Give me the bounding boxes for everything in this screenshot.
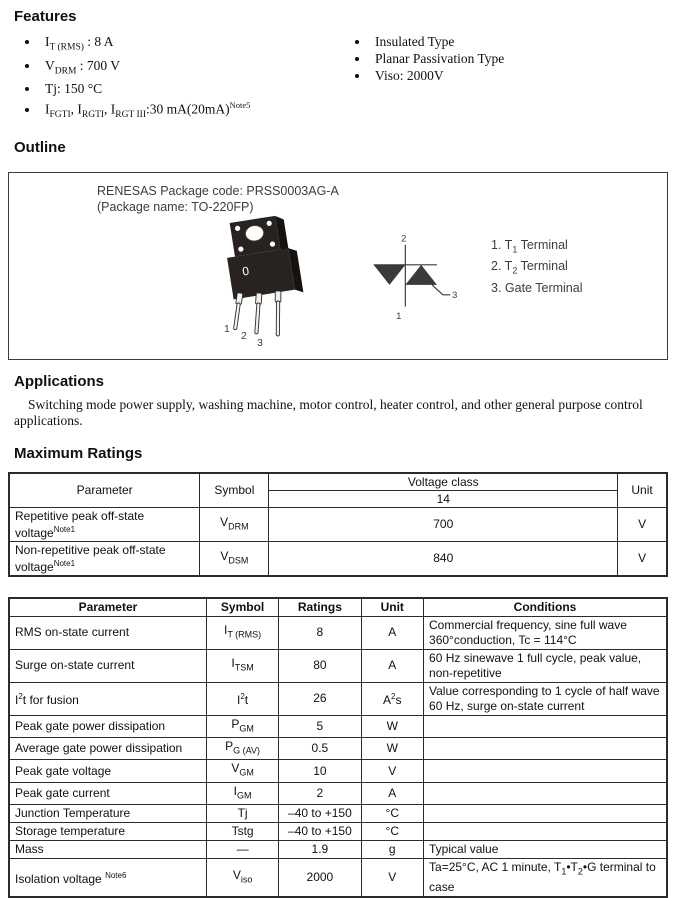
table-cell: –40 to +150: [279, 823, 361, 841]
pin-label-2: 2: [241, 329, 247, 342]
table-cell: 700: [269, 507, 618, 541]
table-cell: Mass: [9, 841, 206, 859]
table-row: [9, 760, 667, 782]
voltage-table-body: [9, 507, 667, 576]
table-cell: Commercial frequency, sine full wave 360°conduction, Tc = 114°C: [424, 616, 667, 649]
table-cell: 10: [279, 760, 361, 782]
table-row: [9, 782, 667, 804]
table-cell: A$^2$s: [361, 682, 424, 715]
table-cell: [424, 737, 667, 759]
table-cell: V: [361, 760, 424, 782]
table-cell: [424, 782, 667, 804]
applications-heading: Applications: [14, 372, 105, 390]
feature-item: • $I_{T (RMS)}$ : 8 A: [40, 33, 348, 57]
table-cell: $V_{DSM}$: [200, 541, 269, 576]
ratings-header-row: [9, 598, 667, 617]
table-cell: [424, 823, 667, 841]
table-cell: $V_{iso}$: [206, 859, 278, 897]
col-header-voltage-class: Voltage class: [269, 473, 618, 491]
table-cell: $V_{GM}$: [206, 760, 278, 782]
legend-item: 3. Gate Terminal: [491, 280, 583, 295]
table-cell: [424, 715, 667, 737]
feature-item: • $I_{FGTI}$, $I_{RGTI}$, $I_{RGT III}:30$ mA(20mA)$^{Note5}$: [40, 97, 348, 124]
ratings-table-body: [9, 616, 667, 896]
package-marking: 0: [241, 263, 251, 279]
table-cell: 26: [279, 682, 361, 715]
table-cell: –40 to +150: [279, 805, 361, 823]
table-row: [9, 507, 667, 541]
pin-label-3: 3: [257, 336, 263, 349]
table-cell: Peak gate voltage: [9, 760, 206, 782]
table-cell: 1.9: [279, 841, 361, 859]
table-cell: $I_{TSM}$: [206, 649, 278, 682]
symbol-gate-line: [432, 284, 450, 294]
table-cell: V: [618, 541, 667, 576]
legend-item: 2. $T_2$ Terminal: [491, 259, 568, 276]
table-cell: V: [361, 859, 424, 897]
feature-item: • Insulated Type: [370, 33, 504, 50]
table-cell: °C: [361, 823, 424, 841]
table-row: [9, 541, 667, 576]
symbol-pin-gate: 3: [452, 289, 457, 301]
features-list-right: [348, 33, 504, 125]
table-cell: Peak gate current: [9, 782, 206, 804]
table-cell: Peak gate power dissipation: [9, 715, 206, 737]
feature-item: • $V_{DRM}$ : 700 V: [40, 57, 348, 81]
col-header-symbol: Symbol: [206, 598, 278, 617]
package-drawing-icon: [193, 205, 323, 350]
table-cell: 80: [279, 649, 361, 682]
table-cell: W: [361, 715, 424, 737]
maximum-ratings-table: [8, 597, 668, 898]
table-cell: Isolation voltage $^{Note6}$: [9, 859, 206, 897]
table-cell: $I_{GM}$: [206, 782, 278, 804]
table-cell: [424, 760, 667, 782]
symbol-pin-bottom: 1: [396, 310, 402, 322]
table-cell: 8: [279, 616, 361, 649]
table-cell: Non-repetitive peak off-state voltage$^{Note1}$: [9, 541, 200, 576]
table-row: [9, 715, 667, 737]
package-name: (Package name: TO-220FP): [97, 199, 254, 214]
table-row: [9, 616, 667, 649]
table-row: [9, 737, 667, 759]
table-cell: $P_{G (AV)}$: [206, 737, 278, 759]
legend-item: 1. $T_1$ Terminal: [491, 237, 568, 255]
col-header-unit: Unit: [618, 473, 667, 508]
table-cell: 0.5: [279, 737, 361, 759]
table-cell: °C: [361, 805, 424, 823]
table-cell: Tj: [206, 805, 278, 823]
table-cell: A: [361, 649, 424, 682]
symbol-triangle-down: [374, 264, 406, 284]
col-header-ratings: Ratings: [279, 598, 361, 617]
col-header-symbol: Symbol: [200, 473, 269, 508]
table-cell: 5: [279, 715, 361, 737]
applications-body: Switching mode power supply, washing machine, motor control, heater control, and other general purpose control applications.: [14, 396, 643, 429]
table-cell: $P_{GM}$: [206, 715, 278, 737]
table-cell: 60 Hz sinewave 1 full cycle, peak value, non-repetitive: [424, 649, 667, 682]
col-header-unit: Unit: [361, 598, 424, 617]
table-row: [9, 841, 667, 859]
outline-heading: Outline: [14, 138, 66, 156]
table-row: [9, 682, 667, 715]
col-header-parameter: Parameter: [9, 473, 200, 508]
features-heading: Features: [14, 8, 77, 25]
voltage-class-value: 14: [269, 490, 618, 507]
features-list-left: [14, 33, 348, 125]
table-cell: $V_{DRM}$: [200, 507, 269, 541]
table-cell: Average gate power dissipation: [9, 737, 206, 759]
outline-figure-box: [8, 172, 668, 360]
table-cell: Value corresponding to 1 cycle of half wave 60 Hz, surge on-state current: [424, 682, 667, 715]
table-row: [9, 649, 667, 682]
maximum-ratings-heading: Maximum Ratings: [14, 444, 143, 462]
voltage-class-table: [8, 472, 668, 577]
table-cell: 2: [279, 782, 361, 804]
table-cell: Junction Temperature: [9, 805, 206, 823]
table-cell: Storage temperature: [9, 823, 206, 841]
symbol-pin-top: 2: [401, 233, 407, 245]
package-leads: [232, 291, 281, 336]
pin-label-1: 1: [224, 322, 230, 335]
table-cell: $I_{T (RMS)}$: [206, 616, 278, 649]
table-cell: Surge on-state current: [9, 649, 206, 682]
feature-item: • Planar Passivation Type: [370, 50, 504, 67]
triac-symbol-icon: [357, 233, 457, 325]
col-header-conditions: Conditions: [424, 598, 667, 617]
terminal-legend: [491, 237, 582, 297]
col-header-parameter: Parameter: [9, 598, 206, 617]
symbol-triangle-up: [405, 264, 437, 284]
table-cell: A: [361, 616, 424, 649]
feature-item: • Tj: 150 °C: [40, 80, 348, 97]
features-section: [14, 33, 677, 125]
table-cell: Ta=25°C, AC 1 minute, $T_1•T_2•G$ terminal to case: [424, 859, 667, 897]
table-cell: V: [618, 507, 667, 541]
table-cell: —: [206, 841, 278, 859]
table-cell: 2000: [279, 859, 361, 897]
table-row: [9, 859, 667, 897]
table-cell: I$^2$t: [206, 682, 278, 715]
table-cell: I$^2$t for fusion: [9, 682, 206, 715]
table-cell: RMS on-state current: [9, 616, 206, 649]
table-cell: g: [361, 841, 424, 859]
table-cell: Typical value: [424, 841, 667, 859]
package-code: RENESAS Package code: PRSS0003AG-A: [97, 183, 339, 198]
table-row: [9, 823, 667, 841]
table-cell: 840: [269, 541, 618, 576]
table-cell: W: [361, 737, 424, 759]
table-cell: Tstg: [206, 823, 278, 841]
feature-item: • Viso: 2000V: [370, 67, 504, 84]
table-cell: A: [361, 782, 424, 804]
table-cell: Repetitive peak off-state voltage$^{Note1}$: [9, 507, 200, 541]
